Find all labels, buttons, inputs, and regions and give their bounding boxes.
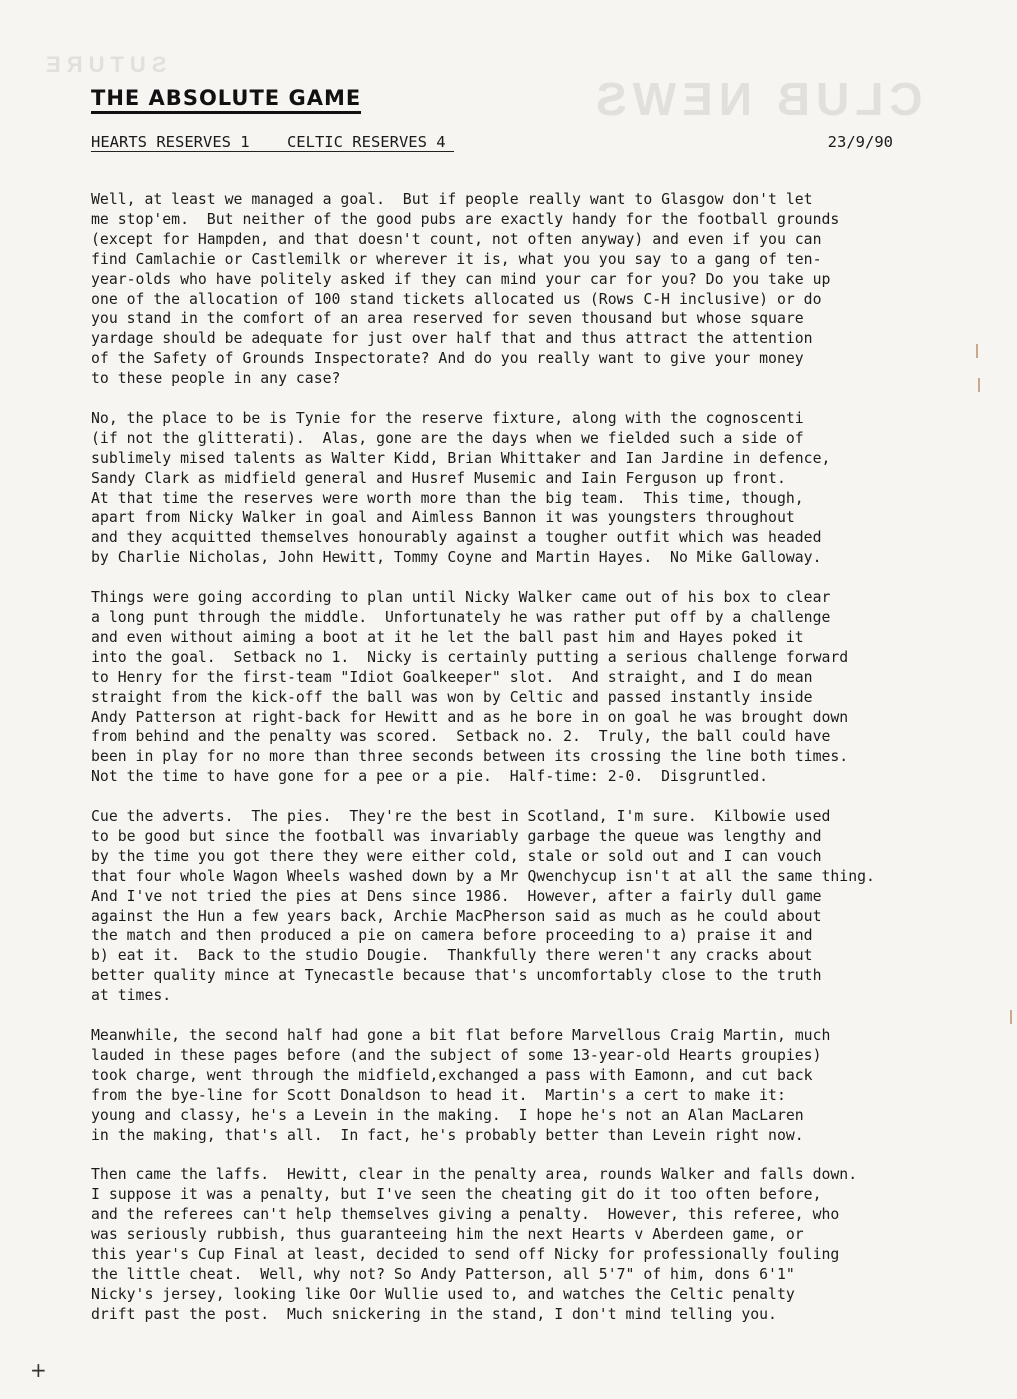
margin-tick [976,344,978,358]
paragraph: Meanwhile, the second half had gone a bit flat before Marvellous Craig Martin, much lauded in these pages before (and the subject of some 13-year-old Hearts groupies) took charge, went through the midfield,exchanged a pass with Eamonn, and cut back from the bye-line for Scott Donaldson to head it. Martin's a cert to make it: young and classy, he's a Levein in the making. I hope he's not an Alan MacLaren in the making, that's all. In fact, he's probably better than Levein right now. [91,1027,831,1144]
paragraph: Things were going according to plan until Nicky Walker came out of his box to clear a long punt through the middle. Unfortunately he was rather put off by a challenge and even without aiming a boot at it he let the ball past him and Hayes poked it into the goal. Setback no 1. Nicky is certainly putting a serious challenge forward to Henry for the first-team "Idiot Goalkeeper" slot. And straight, and I do mean straight from the kick-off the ball was won by Celtic and passed instantly inside Andy Patterson at right-back for Hewitt and as he bore in on goal he was brought down from behind and the penalty was scored. Setback no. 2. Truly, the ball could have been in play for no more than three seconds between its crossing the line both times. Not the time to have gone for a pee or a pie. Half-time: 2-0. Disgruntled. [91,589,849,786]
match-header [91,133,893,151]
paragraph: Cue the adverts. The pies. They're the best in Scotland, I'm sure. Kilbowie used to be good but since the football was invariably garbage the queue was lengthy and by the time you got there they were either cold, stale or sold out and I can vouch that four whole Wagon Wheels washed down by a Mr Qwenchycup isn't at all the same thing. And I've not tried the pies at Dens since 1986. However, after a fairly dull game against the Hun a few years back, Archie MacPherson said as much as he could about the match and then produced a pie on camera before proceeding to a) praise it and b) eat it. Back to the studio Dougie. Thankfully there weren't any cracks about better quality mince at Tynecastle because that's uncomfortably close to the truth at times. [91,808,875,1005]
bleed-through-heading: CLUB NEWS [590,73,923,125]
article-body [91,190,961,1325]
bleed-through-heading-small: SUTURE [40,52,167,77]
match-date: 23/9/90 [827,133,893,151]
page-title: THE ABSOLUTE GAME [91,86,361,114]
margin-tick [978,378,980,392]
paragraph: Then came the laffs. Hewitt, clear in the penalty area, rounds Walker and falls down. I suppose it was a penalty, but I've seen the cheating git do it too often before, and the referees can't help themselves giving a penalty. However, this referee, who was seriously rubbish, thus guaranteeing him the next Hearts v Aberdeen game, or this year's Cup Final at least, decided to send off Nicky for professionally fouling the little cheat. Well, why not? So Andy Patterson, all 5'7" of him, dons 6'1" Nicky's jersey, looking like Oor Wullie used to, and watches the Celtic penalty drift past the post. Much snickering in the stand, I don't mind telling you. [91,1166,858,1323]
margin-tick [1010,1010,1012,1024]
margin-mark: + [30,1358,47,1382]
match-score: HEARTS RESERVES 1 CELTIC RESERVES 4 [91,133,454,152]
paragraph: No, the place to be is Tynie for the reserve fixture, along with the cognoscenti (if not the glitterati). Alas, gone are the days when we fielded such a side of sublimely mised talents as Walter Kidd, Brian Whittaker and Ian Jardine in defence, Sandy Clark as midfield general and Husref Musemic and Iain Ferguson up front. At that time the reserves were worth more than the big team. This time, though, apart from Nicky Walker in goal and Aimless Bannon it was youngsters throughout and they acquitted themselves honourably against a tougher outfit which was headed by Charlie Nicholas, John Hewitt, Tommy Coyne and Martin Hayes. No Mike Galloway. [91,409,831,567]
paragraph: Well, at least we managed a goal. But if people really want to Glasgow don't let me stop'em. But neither of the good pubs are exactly handy for the football grounds (except for Hampden, and that doesn't count, not often anyway) and even if you can find Camlachie or Castlemilk or wherever it is, what you you say to a gang of ten- year-olds who have politely asked if they can mind your car for you? Do you take up one of the allocation of 100 stand tickets allocated us (Rows C-H inclusive) or do you stand in the comfort of an area reserved for seven thousand but whose square yardage should be adequate for just over half that and thus attract the attention of the Safety of Grounds Inspectorate? And do you really want to give your money to these people in any case? [91,191,840,388]
